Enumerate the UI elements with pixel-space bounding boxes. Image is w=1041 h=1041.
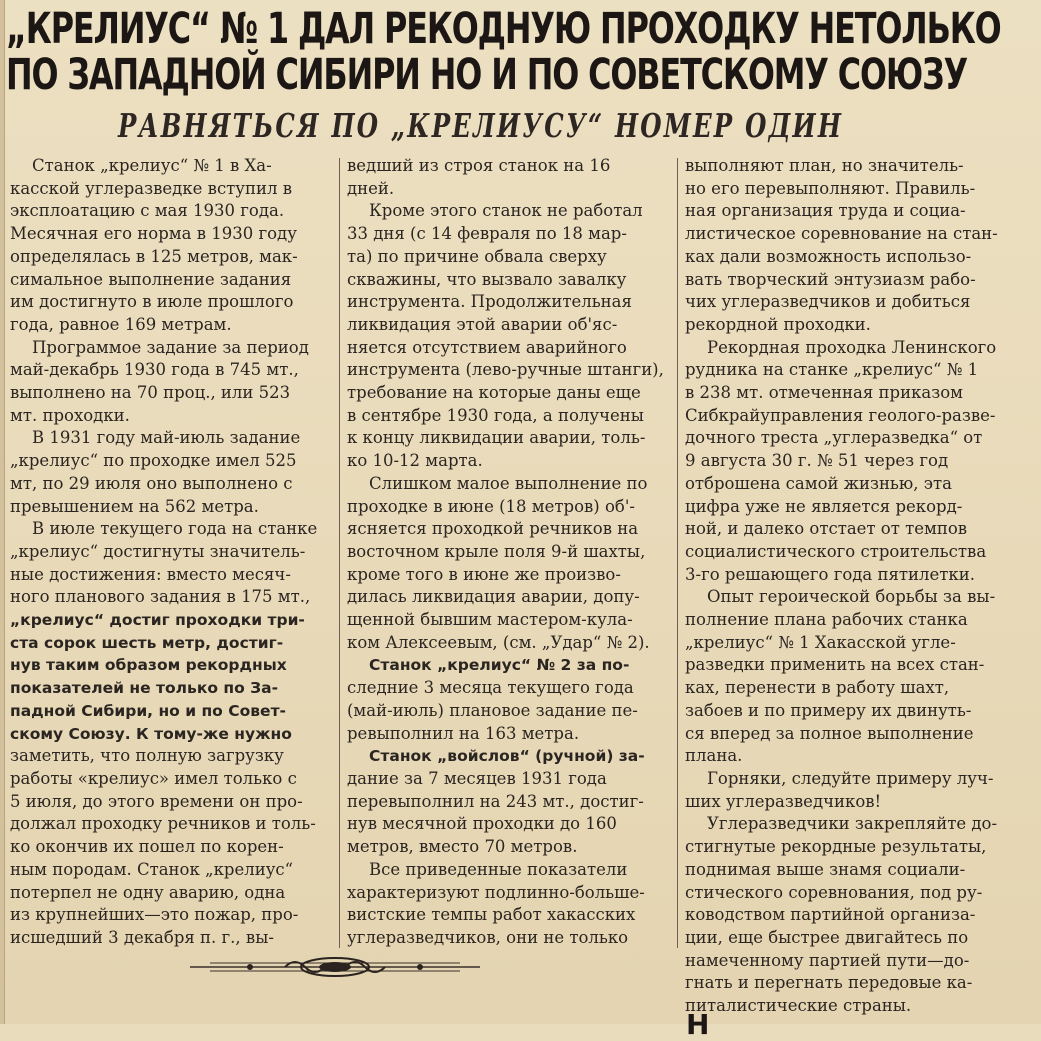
text-line: В 1931 году май-июль задание xyxy=(32,428,301,448)
text-line: рудника на станке „крелиус“ № 1 xyxy=(685,360,979,380)
text-line: ках, перенести в работу шахт, xyxy=(685,678,950,698)
text-line: щенной бывшим мастером-кула- xyxy=(347,610,633,630)
text-line: 5 июля, до этого времени он про- xyxy=(10,791,303,811)
text-line: ведший из строя станок на 16 xyxy=(347,156,611,175)
text-line: отброшена самой жизнью, эта xyxy=(685,473,952,493)
article-column-1 xyxy=(10,155,333,950)
text-line: дилась ликвидация аварии, допу- xyxy=(347,587,640,607)
text-line: должал проходку речников и толь- xyxy=(10,814,316,834)
text-line: та) по причине обвала сверху xyxy=(347,246,607,266)
text-line: вистские темпы работ хакасских xyxy=(347,905,636,925)
next-article-initial: Н xyxy=(686,1008,710,1041)
text-line: дочного треста „углеразведка“ от xyxy=(685,428,983,448)
text-line: ясняется проходкой речников на xyxy=(347,519,639,539)
text-line: Все приведенные показатели xyxy=(369,859,628,879)
text-line: углеразведчиков, они не только xyxy=(347,927,629,947)
text-line: потерпел не одну аварию, одна xyxy=(10,882,286,902)
text-line: выполнено на 70 проц., или 523 xyxy=(10,383,291,403)
text-line: инструмента. Продолжительная xyxy=(347,292,632,312)
text-line: скому Союзу. К тому-же нужно xyxy=(10,724,292,743)
text-line: ся вперед за полное выполнение xyxy=(685,723,974,743)
text-line: дание за 7 месяцев 1931 года xyxy=(347,768,607,788)
text-line: разведки применить на всех стан- xyxy=(685,655,985,675)
article-column-3 xyxy=(685,155,1010,1018)
text-line: ках дали возможность использо- xyxy=(685,246,972,266)
text-line: ко 10-12 марта. xyxy=(347,451,483,471)
column-divider xyxy=(677,158,678,948)
text-line: Станок „войслов“ (ручной) за- xyxy=(369,747,645,766)
text-line: ста сорок шесть метр, достиг- xyxy=(10,633,284,652)
text-line: показателей не только по За- xyxy=(10,679,279,698)
text-line: превышением на 562 метра. xyxy=(10,496,259,516)
text-line: восточном крыле поля 9-й шахты, xyxy=(347,541,646,561)
text-line: перевыполнил на 243 мт., достиг- xyxy=(347,791,644,811)
text-line: Сибкрайуправления геолого-разве- xyxy=(685,405,996,425)
text-line: мт, по 29 июля оно выполнено с xyxy=(10,473,293,493)
text-line: Слишком малое выполнение по xyxy=(369,473,648,493)
text-line: ревыполнил на 163 метра. xyxy=(347,723,580,743)
text-line: поднимая выше знамя социали- xyxy=(685,859,966,879)
text-line: няется отсутствием аварийного xyxy=(347,337,627,357)
text-line: (май-июль) плановое задание пе- xyxy=(347,700,638,720)
text-line: плана. xyxy=(685,746,743,766)
text-line: характеризуют подлинно-больше- xyxy=(347,882,645,902)
text-line: стического соревнования, под ру- xyxy=(685,882,983,902)
text-line: выполняют план, но значитель- xyxy=(685,156,964,175)
text-line: ликвидация этой аварии об'яс- xyxy=(347,314,618,334)
text-line: Горняки, следуйте примеру луч- xyxy=(707,768,994,788)
text-line: года, равное 169 метрам. xyxy=(10,314,232,334)
headline-line-1: „КРЕЛИУС“ № 1 ДАЛ РЕКОДНУЮ ПРОХОДКУ НЕТОЛЬКО xyxy=(6,4,1001,54)
text-line: 9 августа 30 г. № 51 через год xyxy=(685,451,949,471)
text-line: цифра уже не является рекорд- xyxy=(685,496,963,516)
text-line: нув месячной проходки до 160 xyxy=(347,814,617,834)
text-line: 3-го решающего года пятилетки. xyxy=(685,564,975,584)
text-line: инструмента (лево-ручные штанги), xyxy=(347,360,664,380)
text-line: кроме того в июне же произво- xyxy=(347,564,621,584)
text-line: им достигнуто в июле прошлого xyxy=(10,292,294,312)
text-line: вать творческий энтузиазм рабо- xyxy=(685,269,976,289)
text-line: определялась в 125 метров, мак- xyxy=(10,246,298,266)
text-line: „крелиус“ по проходке имел 525 xyxy=(10,451,297,471)
text-line: требование на которые даны еще xyxy=(347,383,641,403)
text-line: метров, вместо 70 метров. xyxy=(347,837,578,857)
text-line: социалистического строительства xyxy=(685,541,987,561)
text-line: чих углеразведчиков и добиться xyxy=(685,292,971,312)
text-line: май-декабрь 1930 года в 745 мт., xyxy=(10,360,299,380)
text-line: питалистические страны. xyxy=(685,996,912,1016)
text-line: заметить, что полную загрузку xyxy=(10,746,284,766)
text-line: ко окончив их пошел по корен- xyxy=(10,837,284,857)
text-line: ции, еще быстрее двигайтесь по xyxy=(685,927,969,947)
text-line: Опыт героической борьбы за вы- xyxy=(707,587,996,607)
text-line: Углеразведчики закрепляйте до- xyxy=(707,814,998,834)
text-line: 33 дня (с 14 февраля по 18 мар- xyxy=(347,224,627,244)
text-line: дней. xyxy=(347,178,395,198)
text-line: нув таким образом рекордных xyxy=(10,656,287,675)
article-column-2 xyxy=(347,155,670,950)
column-divider xyxy=(339,158,340,948)
page-edge xyxy=(0,0,5,1024)
text-line: но его перевыполняют. Правиль- xyxy=(685,178,976,198)
text-line: ные достижения: вместо месяч- xyxy=(10,564,291,584)
headline-line-2: ПО ЗАПАДНОЙ СИБИРИ НО И ПО СОВЕТСКОМУ СОЮЗУ xyxy=(6,50,968,100)
decorative-ornament xyxy=(190,956,480,978)
text-line: ной, и далеко отстает от темпов xyxy=(685,519,968,539)
text-line: Рекордная проходка Ленинского xyxy=(707,337,997,357)
text-line: к концу ликвидации аварии, толь- xyxy=(347,428,646,448)
text-line: следние 3 месяца текущего года xyxy=(347,678,634,698)
text-line: из крупнейших—это пожар, про- xyxy=(10,905,299,925)
text-line: ная организация труда и социа- xyxy=(685,201,966,221)
subheadline: РАВНЯТЬСЯ ПО „КРЕЛИУСУ“ НОМЕР ОДИН xyxy=(118,106,844,145)
text-line: проходке в июне (18 метров) об'- xyxy=(347,496,635,516)
text-line: ком Алексеевым, (см. „Удар“ № 2). xyxy=(347,632,650,652)
text-line: намеченному партией пути—до- xyxy=(685,950,970,970)
text-line: ного планового задания в 175 мт., xyxy=(10,587,311,607)
text-line: падной Сибири, но и по Совет- xyxy=(10,701,286,720)
text-line: Станок „крелиус“ № 1 в Ха- xyxy=(32,156,272,175)
text-line: полнение плана рабочих станка xyxy=(685,610,968,630)
text-line: гнать и перегнать передовые ка- xyxy=(685,973,973,993)
text-line: Программое задание за период xyxy=(32,337,309,357)
text-line: „крелиус“ достиг проходки три- xyxy=(10,611,305,630)
text-line: в сентябре 1930 года, а получены xyxy=(347,405,644,425)
text-line: листическое соревнование на стан- xyxy=(685,224,998,244)
text-line: Станок „крелиус“ № 2 за по- xyxy=(369,656,630,675)
text-line: „крелиус“ № 1 Хакасской угле- xyxy=(685,632,956,652)
text-line: скважины, что вызвало завалку xyxy=(347,269,627,289)
text-line: симальное выполнение задания xyxy=(10,269,292,289)
text-line: мт. проходки. xyxy=(10,405,130,425)
text-line: стигнутые рекордные результаты, xyxy=(685,837,987,857)
text-line: Месячная его норма в 1930 году xyxy=(10,224,297,244)
text-line: работы «крелиус» имел только с xyxy=(10,768,297,788)
text-line: эксплоатацию с мая 1930 года. xyxy=(10,201,285,221)
text-line: в 238 мт. отмеченная приказом xyxy=(685,383,964,403)
text-line: ших углеразведчиков! xyxy=(685,791,882,811)
text-line: „крелиус“ достигнуты значитель- xyxy=(10,541,306,561)
text-line: касской углеразведке вступил в xyxy=(10,178,293,198)
text-line: забоев и по примеру их двинуть- xyxy=(685,700,972,720)
text-line: исшедший 3 декабря п. г., вы- xyxy=(10,927,274,947)
text-line: Кроме этого станок не работал xyxy=(369,201,643,221)
text-line: ководством партийной организа- xyxy=(685,905,976,925)
text-line: В июле текущего года на станке xyxy=(32,519,318,539)
text-line: ным породам. Станок „крелиус“ xyxy=(10,859,294,879)
text-line: рекордной проходки. xyxy=(685,314,871,334)
